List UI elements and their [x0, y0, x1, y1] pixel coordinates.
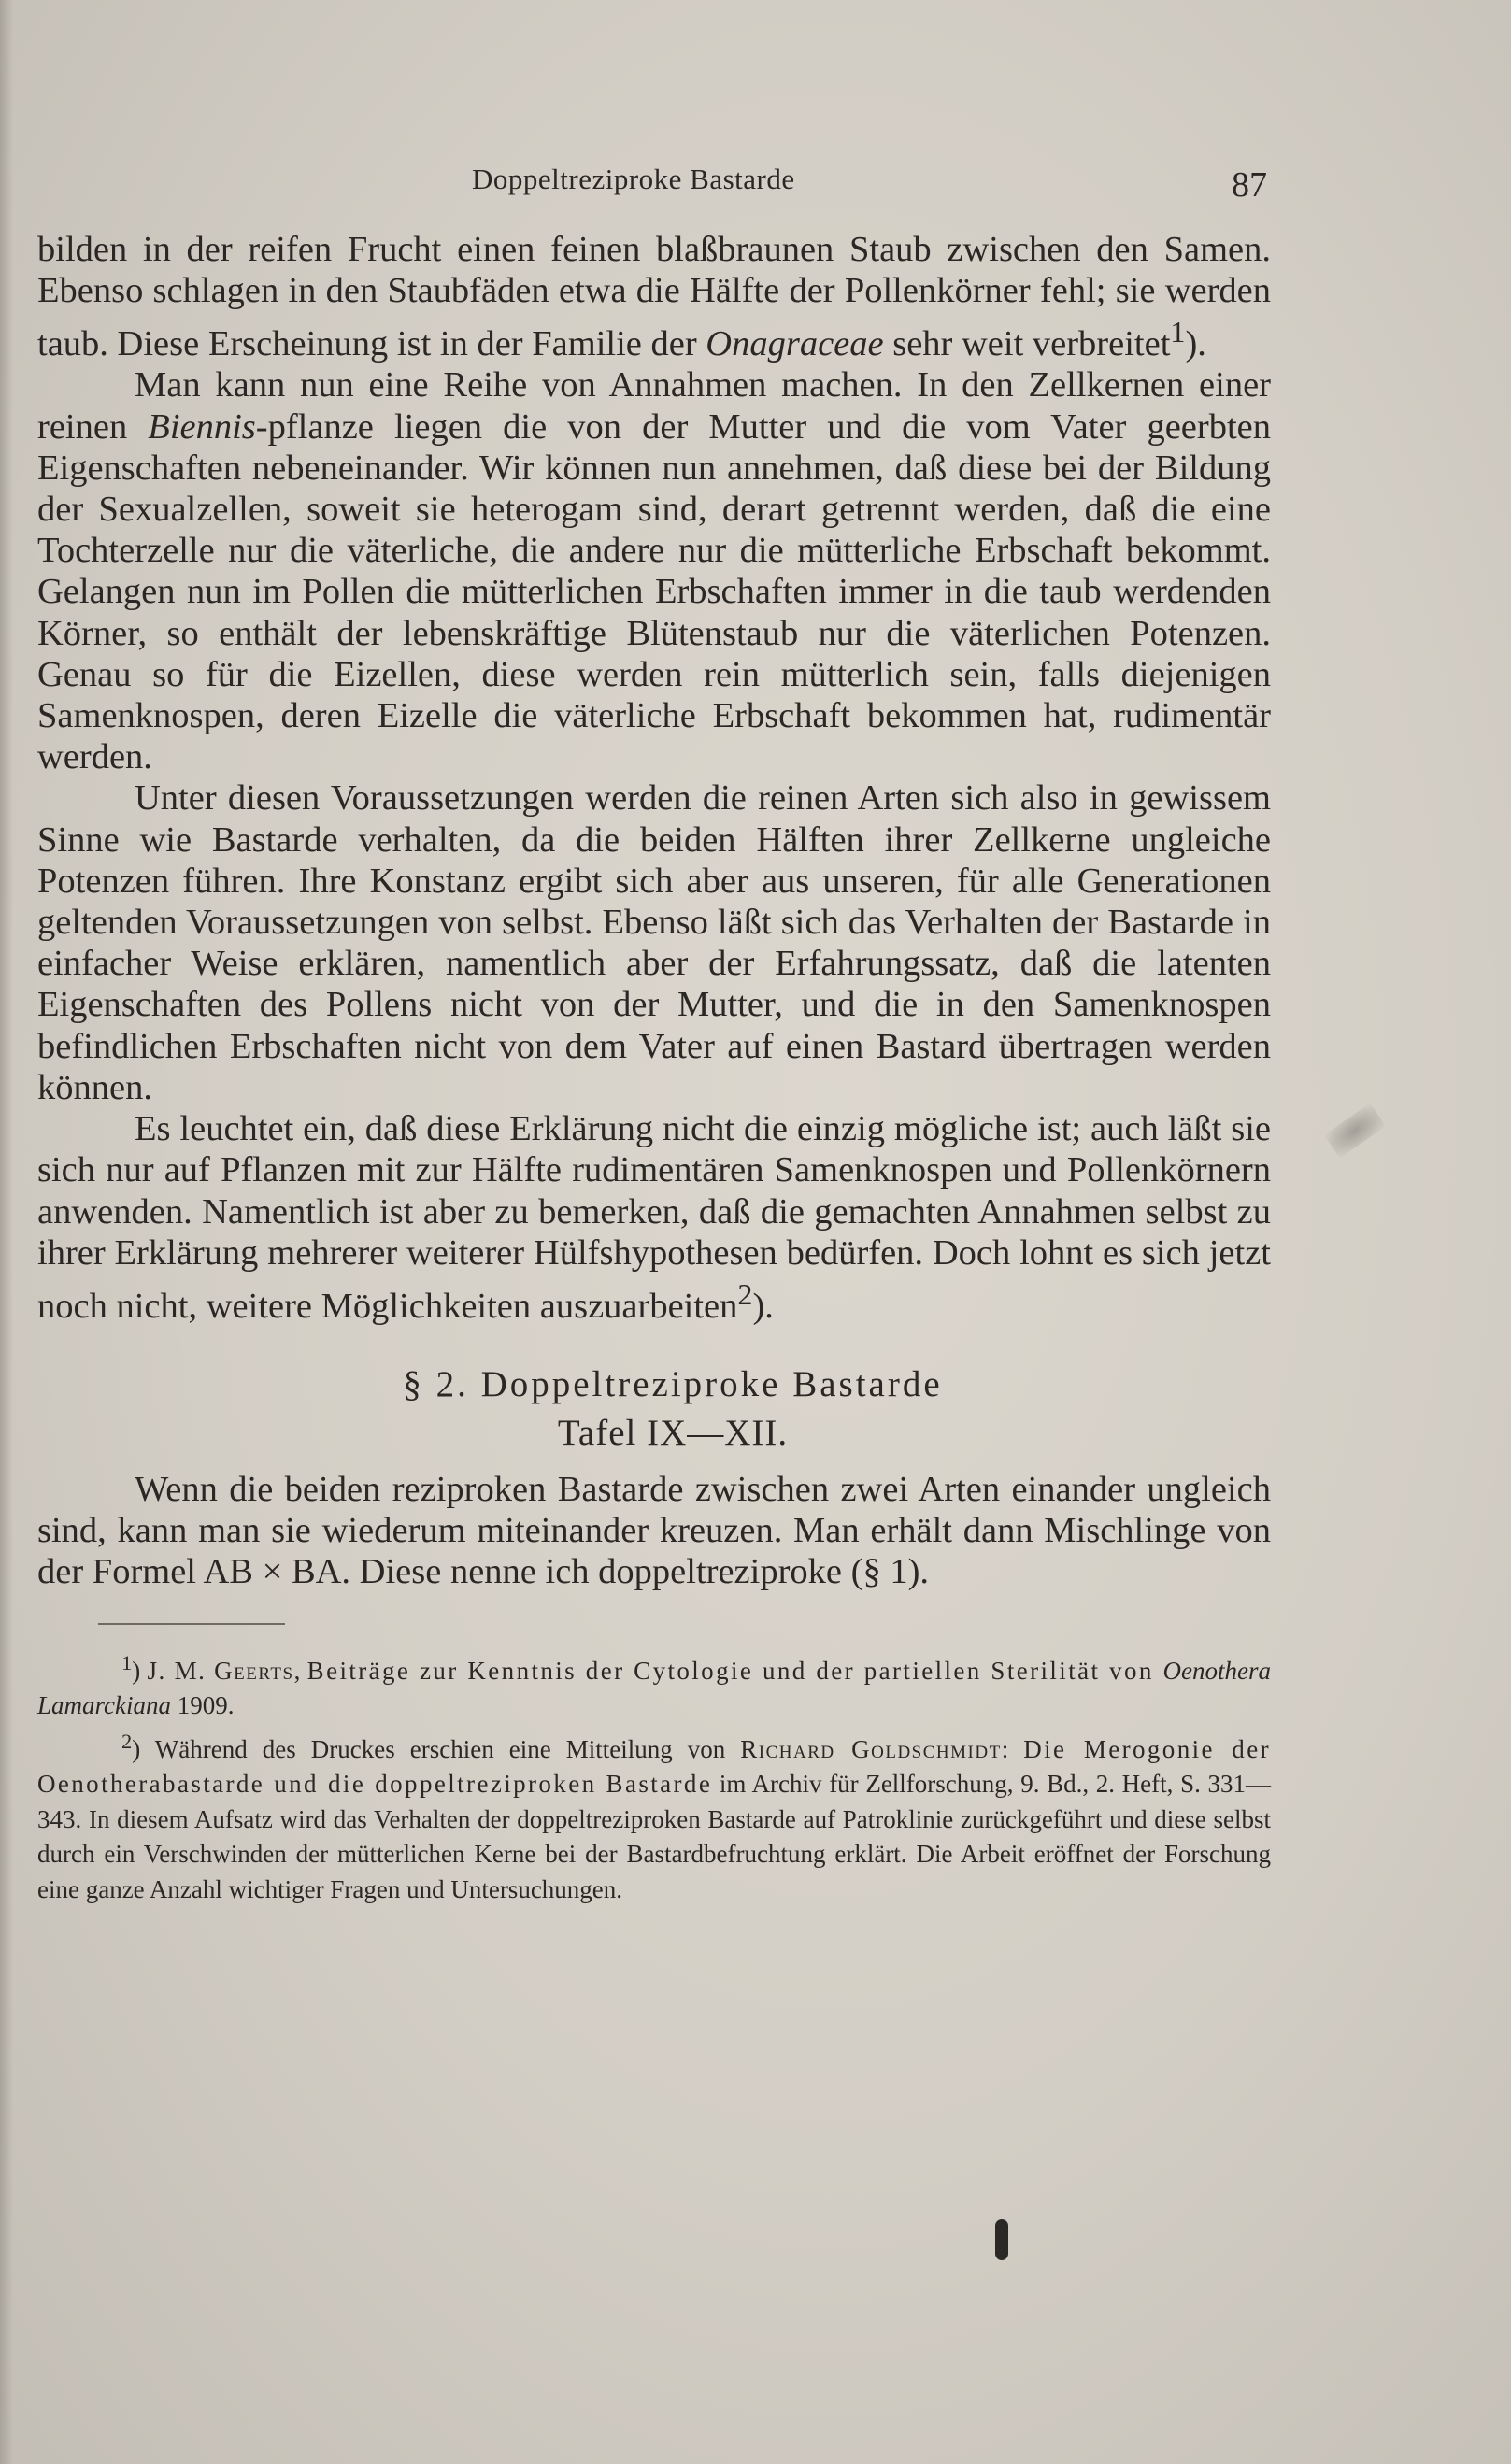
- paragraph-2: [37, 364, 1271, 777]
- footnote-1-species: Oenothera Lamarckiana: [37, 1656, 1271, 1720]
- footnote-1-author: J. M. Geerts: [147, 1656, 294, 1685]
- family-name: Onagraceae: [706, 324, 884, 364]
- section-heading: § 2. Doppeltreziproke Bastarde: [403, 1363, 943, 1404]
- species-name: Biennis: [148, 406, 256, 447]
- paragraph-1: [37, 229, 1271, 364]
- paragraph-4-text-b: ).: [752, 1286, 774, 1326]
- paragraph-1-text-a: bilden in der reifen Frucht einen feinen blaßbraunen Staub zwischen den Samen. Ebenso schlagen in den Staubfäden etwa die Hälfte der Pollenkörner fehl; sie werden taub. Diese Erscheinung ist in der Familie der: [37, 230, 1271, 364]
- page-header: [0, 157, 1511, 205]
- main-text: [37, 229, 1271, 1907]
- paragraph-1-text-c: ).: [1185, 324, 1206, 364]
- footnote-1-title: Beiträge zur Kenntnis der Cytologie und der partiellen Sterilität von: [306, 1656, 1163, 1685]
- paragraph-1-text-b: sehr weit verbreitet: [883, 324, 1171, 364]
- footnote-2-marker: 2: [121, 1729, 133, 1753]
- ink-mark: [995, 2219, 1008, 2260]
- footnote-1-marker: 1: [121, 1650, 133, 1674]
- footnote-2-author: Richard Goldschmidt: [740, 1734, 1002, 1763]
- footnote-1: $^1$) J. M. Geerts, Beiträge zur Kenntnis der Cytologie und der partiellen Sterilität von Oenothera Lamarckiana 1909.: [37, 1650, 1271, 1720]
- page-gutter-shadow: [0, 0, 13, 2464]
- paragraph-2-text-b: -pflanze liegen die von der Mutter und die vom Vater geerbten Eigenschaften nebeneinander. Wir können nun annehmen, daß diese bei der Bildung der Sexualzellen, soweit sie heterogam sind, derart getrennt werden, daß die eine Tochterzelle nur die väterliche, die andere nur die mütterliche Erbschaft bekommt. Gelangen nun im Pollen die mütterlichen Erbschaften immer in die taub werdenden Körner, so enthält der lebenskräftige Blütenstaub nur die väterlichen Potenzen. Genau so für die Eizellen, diese werden rein mütterlich sein, falls diejenigen Samenknospen, deren Eizelle die väterliche Erbschaft bekommen hat, rudimentär werden.: [37, 406, 1271, 777]
- footnote-2-text-b: im Archiv für Zellforschung, 9. Bd., 2. Heft, S. 331—343. In diesem Aufsatz wird das Verhalten der doppeltreziproken Bastarde auf Patroklinie zurückgeführt und diese selbst durch ein Verschwinden der mütterlichen Kerne bei der Bastardbefruchtung erklärt. Die Arbeit eröffnet der Forschung eine ganze Anzahl wichtiger Fragen und Untersuchungen.: [37, 1770, 1271, 1903]
- footnote-divider: [98, 1623, 285, 1625]
- paragraph-2-text-a: Man kann nun eine Reihe von Annahmen machen. In den Zellkernen einer reinen: [37, 365, 1271, 447]
- running-title: Doppeltreziproke Bastarde: [472, 163, 795, 195]
- page-number: 87: [1232, 165, 1267, 205]
- footnote-ref-1: 1: [1170, 315, 1186, 349]
- footnote-2-colon: :: [1001, 1734, 1024, 1763]
- footnote-2-text-a: Während des Druckes erschien eine Mitteilung von: [154, 1734, 741, 1763]
- paragraph-3: Unter diesen Voraussetzungen werden die reinen Arten sich also in gewissem Sinne wie Bastarde verhalten, da die beiden Hälften ihrer Zellkerne ungleiche Potenzen führen. Ihre Konstanz ergibt sich aber aus unseren, für alle Generationen geltenden Voraussetzungen von selbst. Ebenso läßt sich das Verhalten der Bastarde in einfacher Weise erklären, namentlich aber der Erfahrungssatz, daß die latenten Eigenschaften des Pollens nicht von der Mutter, und die in den Samenknospen befindlichen Erbschaften nicht von dem Vater auf einen Bastard übertragen werden können.: [37, 778, 1271, 1107]
- paragraph-5: Wenn die beiden reziproken Bastarde zwischen zwei Arten einander ungleich sind, kann man sie wiederum miteinander kreuzen. Man erhält dann Mischlinge von der Formel AB × BA. Diese nenne ich doppeltreziproke (§ 1).: [37, 1469, 1271, 1592]
- paragraph-4: [37, 1108, 1271, 1327]
- footnote-2-title: Die Merogonie der Oenotherabastarde und die doppeltreziproken Bastarde: [37, 1734, 1271, 1799]
- footnote-ref-2: 2: [737, 1276, 753, 1311]
- footnote-1-year: 1909.: [171, 1691, 235, 1720]
- footnote-2: $^2$) Während des Druckes erschien eine Mitteilung von Richard Goldschmidt: Die Merogonie der Oenotherabastarde und die doppeltreziproken Bastarde im Archiv für Zellforschung, 9. Bd., 2. Heft, S. 331—343. In diesem Aufsatz wird das Verhalten der doppeltreziproken Bastarde auf Patroklinie zurückgeführt und diese selbst durch ein Verschwinden der mütterlichen Kerne bei der Bastardbefruchtung erklärt. Die Arbeit eröffnet der Forschung eine ganze Anzahl wichtiger Fragen und Untersuchungen.: [37, 1729, 1271, 1903]
- print-smudge: [1324, 1104, 1386, 1159]
- paragraph-4-text-a: Es leuchtet ein, daß diese Erklärung nicht die einzig mögliche ist; auch läßt sie sich nur auf Pflanzen mit zur Hälfte rudimentären Samenknospen und Pollenkörnern anwenden. Namentlich ist aber zu bemerken, daß die gemachten Annahmen selbst zu ihrer Erklärung mehrerer weiterer Hülfshypothesen bedürfen. Doch lohnt es sich jetzt noch nicht, weitere Möglichkeiten auszuarbeiten: [37, 1109, 1271, 1326]
- plates-reference: Tafel IX—XII.: [557, 1412, 789, 1453]
